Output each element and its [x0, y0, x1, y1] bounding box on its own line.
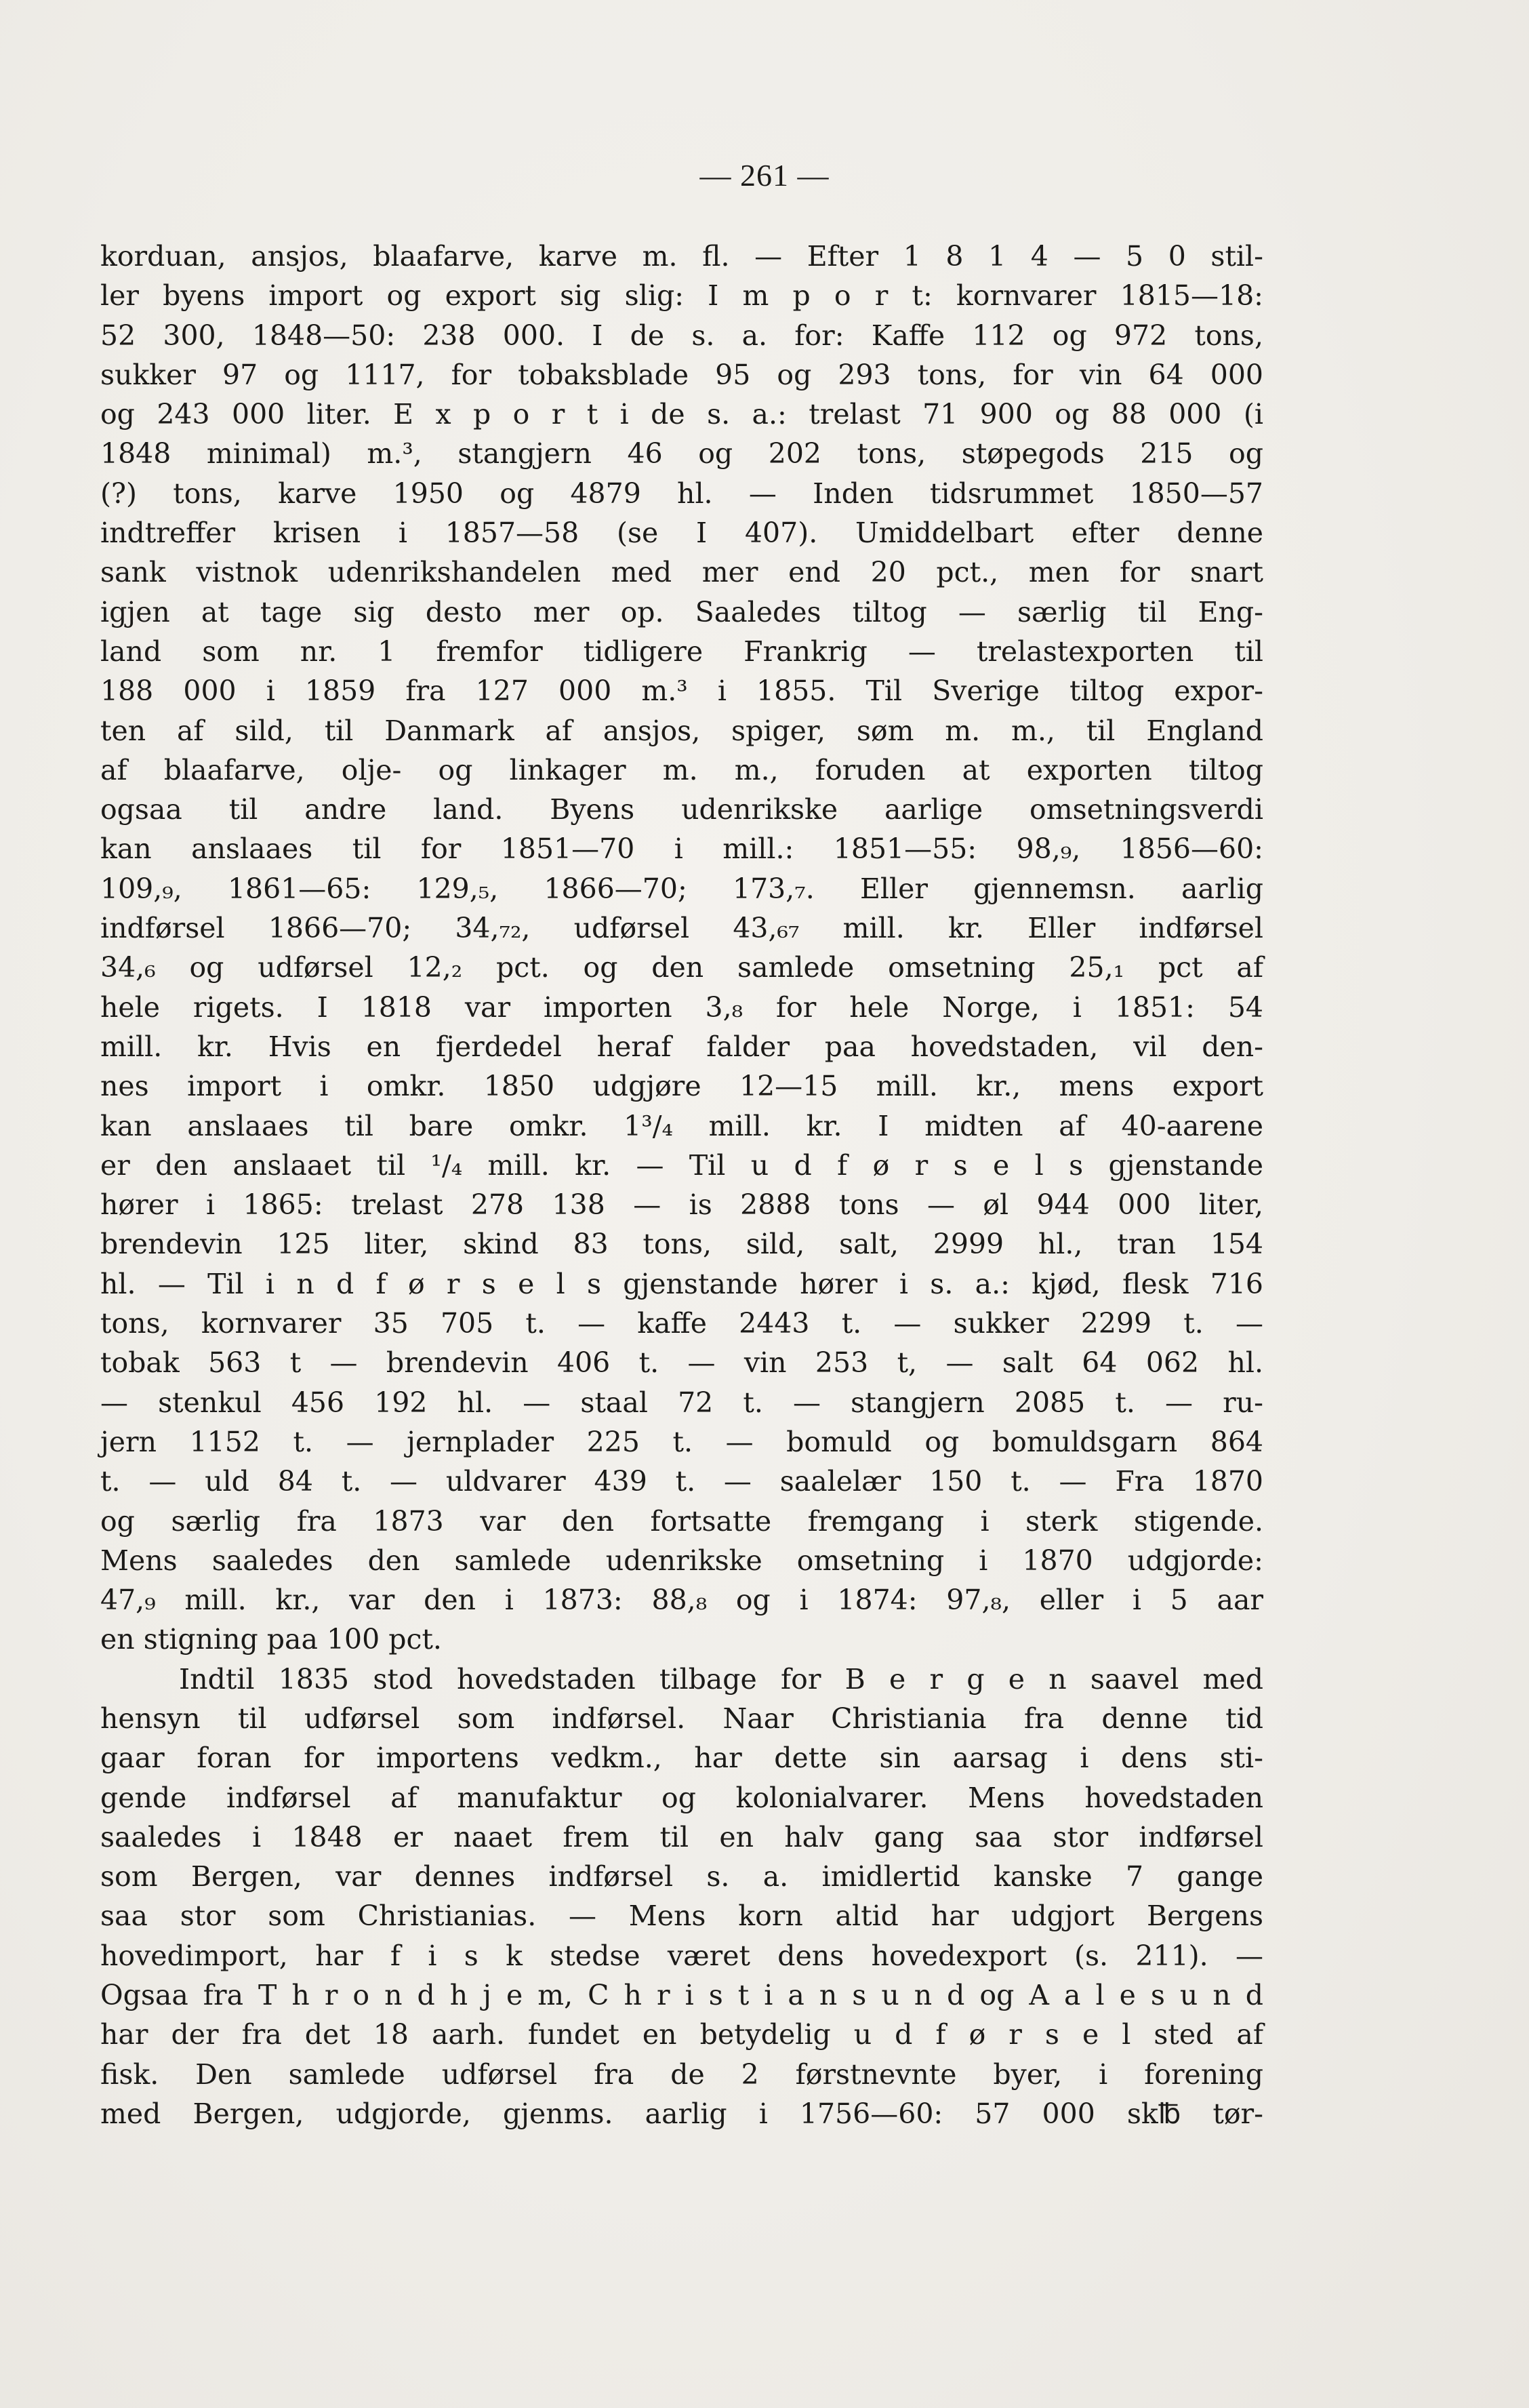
text-line: tobak 563 t — brendevin 406 t. — vin 253 t, — salt 64 062 hl. — [100, 1346, 1263, 1380]
text-line: fisk. Den samlede udførsel fra de 2 førstnevnte byer, i forening — [100, 2058, 1263, 2091]
text-line: ler byens import og export sig slig: I m p o r t: kornvarer 1815—18: — [100, 279, 1263, 313]
text-line: igjen at tage sig desto mer op. Saaledes tiltog — særlig til Eng- — [100, 595, 1263, 628]
text-line: gende indførsel af manufaktur og kolonialvarer. Mens hovedstaden — [100, 1781, 1263, 1814]
text-line: 188 000 i 1859 fra 127 000 m.³ i 1855. Til Sverige tiltog expor- — [100, 675, 1263, 708]
text-line: og særlig fra 1873 var den fortsatte fremgang i sterk stigende. — [100, 1504, 1263, 1538]
text-line: med Bergen, udgjorde, gjenms. aarlig i 1756—60: 57 000 sk℔ tør- — [100, 2097, 1263, 2130]
text-line: mill. kr. Hvis en fjerdedel heraf falder paa hovedstaden, vil den- — [100, 1030, 1263, 1063]
text-line: gaar foran for importens vedkm., har dette sin aarsag i dens sti- — [100, 1742, 1263, 1775]
text-line: Mens saaledes den samlede udenrikske omsetning i 1870 udgjorde: — [100, 1544, 1263, 1577]
text-line: (?) tons, karve 1950 og 4879 hl. — Inden tidsrummet 1850—57 — [100, 477, 1263, 510]
text-line: t. — uld 84 t. — uldvarer 439 t. — saalelær 150 t. — Fra 1870 — [100, 1465, 1263, 1498]
text-line: indførsel 1866—70; 34,₇₂, udførsel 43,₆₇ mill. kr. Eller indførsel — [100, 912, 1263, 945]
text-line: kan anslaaes til bare omkr. 1³/₄ mill. kr. I midten af 40-aarene — [100, 1109, 1263, 1142]
text-line: hl. — Til i n d f ø r s e l s gjenstande hører i s. a.: kjød, flesk 716 — [100, 1267, 1263, 1300]
text-line: og 243 000 liter. E x p o r t i de s. a.: trelast 71 900 og 88 000 (i — [100, 398, 1263, 431]
text-line: 34,₆ og udførsel 12,₂ pct. og den samlede omsetning 25,₁ pct af — [100, 951, 1263, 984]
text-line: hele rigets. I 1818 var importen 3,₈ for hele Norge, i 1851: 54 — [100, 990, 1263, 1024]
text-line: indtreffer krisen i 1857—58 (se I 407). Umiddelbart efter denne — [100, 517, 1263, 550]
text-line: hovedimport, har f i s k stedse været dens hovedexport (s. 211). — — [100, 1939, 1263, 1972]
body-text — [100, 237, 1263, 2133]
text-line: Ogsaa fra T h r o n d h j e m, C h r i s t i a n s u n d og A a l e s u n d — [100, 1979, 1263, 2012]
text-line: land som nr. 1 fremfor tidligere Frankrig — trelastexporten til — [100, 635, 1263, 668]
text-line: tons, kornvarer 35 705 t. — kaffe 2443 t. — sukker 2299 t. — — [100, 1307, 1263, 1340]
text-line: — stenkul 456 192 hl. — staal 72 t. — stangjern 2085 t. — ru- — [100, 1386, 1263, 1419]
text-line: korduan, ansjos, blaafarve, karve m. fl. — Efter 1 8 1 4 — 5 0 stil- — [100, 240, 1263, 273]
text-line: sank vistnok udenrikshandelen med mer end 20 pct., men for snart — [100, 556, 1263, 589]
text-line: hører i 1865: trelast 278 138 — is 2888 tons — øl 944 000 liter, — [100, 1188, 1263, 1222]
text-line: jern 1152 t. — jernplader 225 t. — bomuld og bomuldsgarn 864 — [100, 1425, 1263, 1458]
text-line: har der fra det 18 aarh. fundet en betydelig u d f ø r s e l sted af — [100, 2018, 1263, 2051]
paragraph-end-line: en stigning paa 100 pct. — [100, 1623, 442, 1656]
text-line: 109,₉, 1861—65: 129,₅, 1866—70; 173,₇. Eller gjennemsn. aarlig — [100, 872, 1263, 905]
text-line: ten af sild, til Danmark af ansjos, spiger, søm m. m., til England — [100, 714, 1263, 747]
text-line: 52 300, 1848—50: 238 000. I de s. a. for: Kaffe 112 og 972 tons, — [100, 319, 1263, 352]
text-line: nes import i omkr. 1850 udgjøre 12—15 mill. kr., mens export — [100, 1070, 1263, 1103]
text-line: 47,₉ mill. kr., var den i 1873: 88,₈ og i 1874: 97,₈, eller i 5 aar — [100, 1584, 1263, 1617]
text-line: 1848 minimal) m.³, stangjern 46 og 202 tons, støpegods 215 og — [100, 437, 1263, 470]
paragraph-start-line: Indtil 1835 stod hovedstaden tilbage for B e r g e n saavel med — [179, 1662, 1263, 1695]
text-line: hensyn til udførsel som indførsel. Naar Christiania fra denne tid — [100, 1702, 1263, 1735]
page-number: — 261 — — [699, 158, 830, 193]
text-line: sukker 97 og 1117, for tobaksblade 95 og 293 tons, for vin 64 000 — [100, 358, 1263, 391]
text-line: er den anslaaet til ¹/₄ mill. kr. — Til u d f ø r s e l s gjenstande — [100, 1148, 1263, 1182]
text-line: ogsaa til andre land. Byens udenrikske aarlige omsetningsverdi — [100, 793, 1263, 826]
text-line: saaledes i 1848 er naaet frem til en halv gang saa stor indførsel — [100, 1820, 1263, 1853]
text-line: saa stor som Christianias. — Mens korn altid har udgjort Bergens — [100, 1900, 1263, 1933]
text-line: af blaafarve, olje- og linkager m. m., foruden at exporten tiltog — [100, 753, 1263, 786]
text-line: som Bergen, var dennes indførsel s. a. imidlertid kanske 7 gange — [100, 1860, 1263, 1893]
text-line: kan anslaaes til for 1851—70 i mill.: 1851—55: 98,₉, 1856—60: — [100, 832, 1263, 866]
text-line: brendevin 125 liter, skind 83 tons, sild, salt, 2999 hl., tran 154 — [100, 1228, 1263, 1261]
